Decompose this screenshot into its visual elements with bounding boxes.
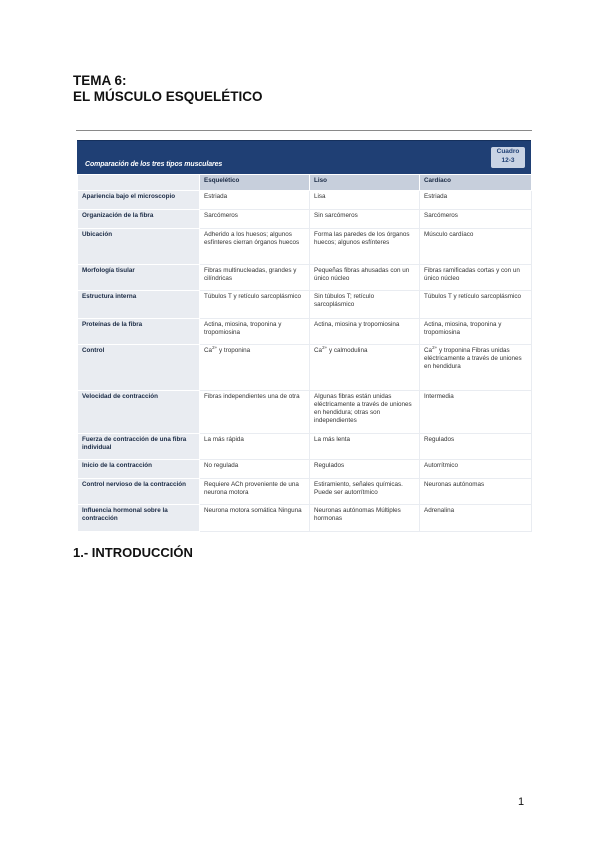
- table-cell-list: $Ca^{2+}$ y troponina Fibras unidas eléctricamente a través de uniones en hendidura: [420, 345, 532, 391]
- table-cell: Estiramiento, señales químicas. Puede ser autorrítmico: [310, 479, 420, 505]
- table-cell: Músculo cardíaco: [420, 229, 532, 265]
- row-label: Organización de la fibra: [78, 210, 200, 229]
- table-cell: Actina, miosina, troponina y tropomiosina: [200, 319, 310, 345]
- table-row: [78, 291, 532, 319]
- header-cardiaco: Cardíaco: [420, 175, 532, 191]
- row-label: Morfología tisular: [78, 265, 200, 291]
- table-number-badge: [491, 147, 525, 168]
- table-cell: La más lenta: [310, 434, 420, 460]
- table-row: [78, 210, 532, 229]
- row-label: Control nervioso de la contracción: [78, 479, 200, 505]
- table-cell: Regulados: [310, 460, 420, 479]
- table-cell: Algunas fibras están unidas eléctricamente a través de uniones en hendidura; otras son independientes: [310, 391, 420, 434]
- table-cell: Autorrítmico: [420, 460, 532, 479]
- table-cell: Fibras multinucleadas, grandes y cilíndricas: [200, 265, 310, 291]
- row-label: Fuerza de contracción de una fibra individual: [78, 434, 200, 460]
- comparison-table: [77, 174, 532, 532]
- section-title: 1.- INTRODUCCIÓN: [73, 545, 193, 560]
- row-label: Influencia hormonal sobre la contracción: [78, 505, 200, 532]
- table-cell: Fibras ramificadas cortas y con un único núcleo: [420, 265, 532, 291]
- table-cell: Lisa: [310, 191, 420, 210]
- table-header-row: [78, 175, 532, 191]
- table-row: [78, 319, 532, 345]
- table-row: [78, 265, 532, 291]
- table-cell: Actina, miosina y tropomiosina: [310, 319, 420, 345]
- table-row: [78, 479, 532, 505]
- table-cell: No regulada: [200, 460, 310, 479]
- table-cell: Neurona motora somática Ninguna: [200, 505, 310, 532]
- row-label: Estructura interna: [78, 291, 200, 319]
- row-label: Velocidad de contracción: [78, 391, 200, 434]
- table-cell: Estriada: [200, 191, 310, 210]
- table-row: [78, 460, 532, 479]
- table-cell: Pequeñas fibras ahusadas con un único núcleo: [310, 265, 420, 291]
- table-cell: Fibras independientes una de otra: [200, 391, 310, 434]
- row-label: Control: [78, 345, 200, 391]
- table-cell: Túbulos T y retículo sarcoplásmico: [420, 291, 532, 319]
- page-number: 1: [518, 796, 525, 808]
- table-cell: Actina, miosina, troponina y tropomiosina: [420, 319, 532, 345]
- badge-label: Cuadro: [496, 148, 520, 155]
- header-liso: Liso: [310, 175, 420, 191]
- table-row: [78, 191, 532, 210]
- table-cell: Sin sarcómeros: [310, 210, 420, 229]
- table-row: [78, 229, 532, 265]
- table-cell: Neuronas autónomas: [420, 479, 532, 505]
- table-row: [78, 391, 532, 434]
- heading-line-1: TEMA 6:: [73, 73, 127, 88]
- table-cell: Sarcómeros: [420, 210, 532, 229]
- document-heading: [73, 73, 263, 105]
- table-cell: Intermedia: [420, 391, 532, 434]
- table-cell: Adherido a los huesos; algunos esfínteres cierran órganos huecos: [200, 229, 310, 265]
- table-row: [78, 505, 532, 532]
- table-row: [78, 434, 532, 460]
- comparison-figure: [77, 140, 531, 532]
- table-cell: Regulados: [420, 434, 532, 460]
- table-cell: Sarcómeros: [200, 210, 310, 229]
- badge-number: 12-3: [501, 157, 515, 164]
- heading-line-2: EL MÚSCULO ESQUELÉTICO: [73, 89, 263, 104]
- table-cell: Sin túbulos T; retículo sarcoplásmico: [310, 291, 420, 319]
- table-cell: Forma las paredes de los órganos huecos; algunos esfínteres: [310, 229, 420, 265]
- table-cell: Neuronas autónomas Múltiples hormonas: [310, 505, 420, 532]
- row-label: Proteínas de la fibra: [78, 319, 200, 345]
- table-cell: Adrenalina: [420, 505, 532, 532]
- figure-title: Comparación de los tres tipos musculares: [85, 161, 223, 168]
- table-cell: $Ca^{2+}$ y troponina: [200, 345, 310, 391]
- row-label: Inicio de la contracción: [78, 460, 200, 479]
- table-cell: Estriada: [420, 191, 532, 210]
- row-label: Apariencia bajo el microscopio: [78, 191, 200, 210]
- figure-banner: [77, 140, 531, 174]
- row-label: Ubicación: [78, 229, 200, 265]
- table-cell: $Ca^{2+}$ y calmodulina: [310, 345, 420, 391]
- table-cell: Túbulos T y retículo sarcoplásmico: [200, 291, 310, 319]
- table-cell: Requiere ACh proveniente de una neurona motora: [200, 479, 310, 505]
- header-esqueletico: Esquelético: [200, 175, 310, 191]
- header-corner: [78, 175, 200, 191]
- table-cell: La más rápida: [200, 434, 310, 460]
- horizontal-rule: [76, 130, 532, 131]
- table-row: [78, 345, 532, 391]
